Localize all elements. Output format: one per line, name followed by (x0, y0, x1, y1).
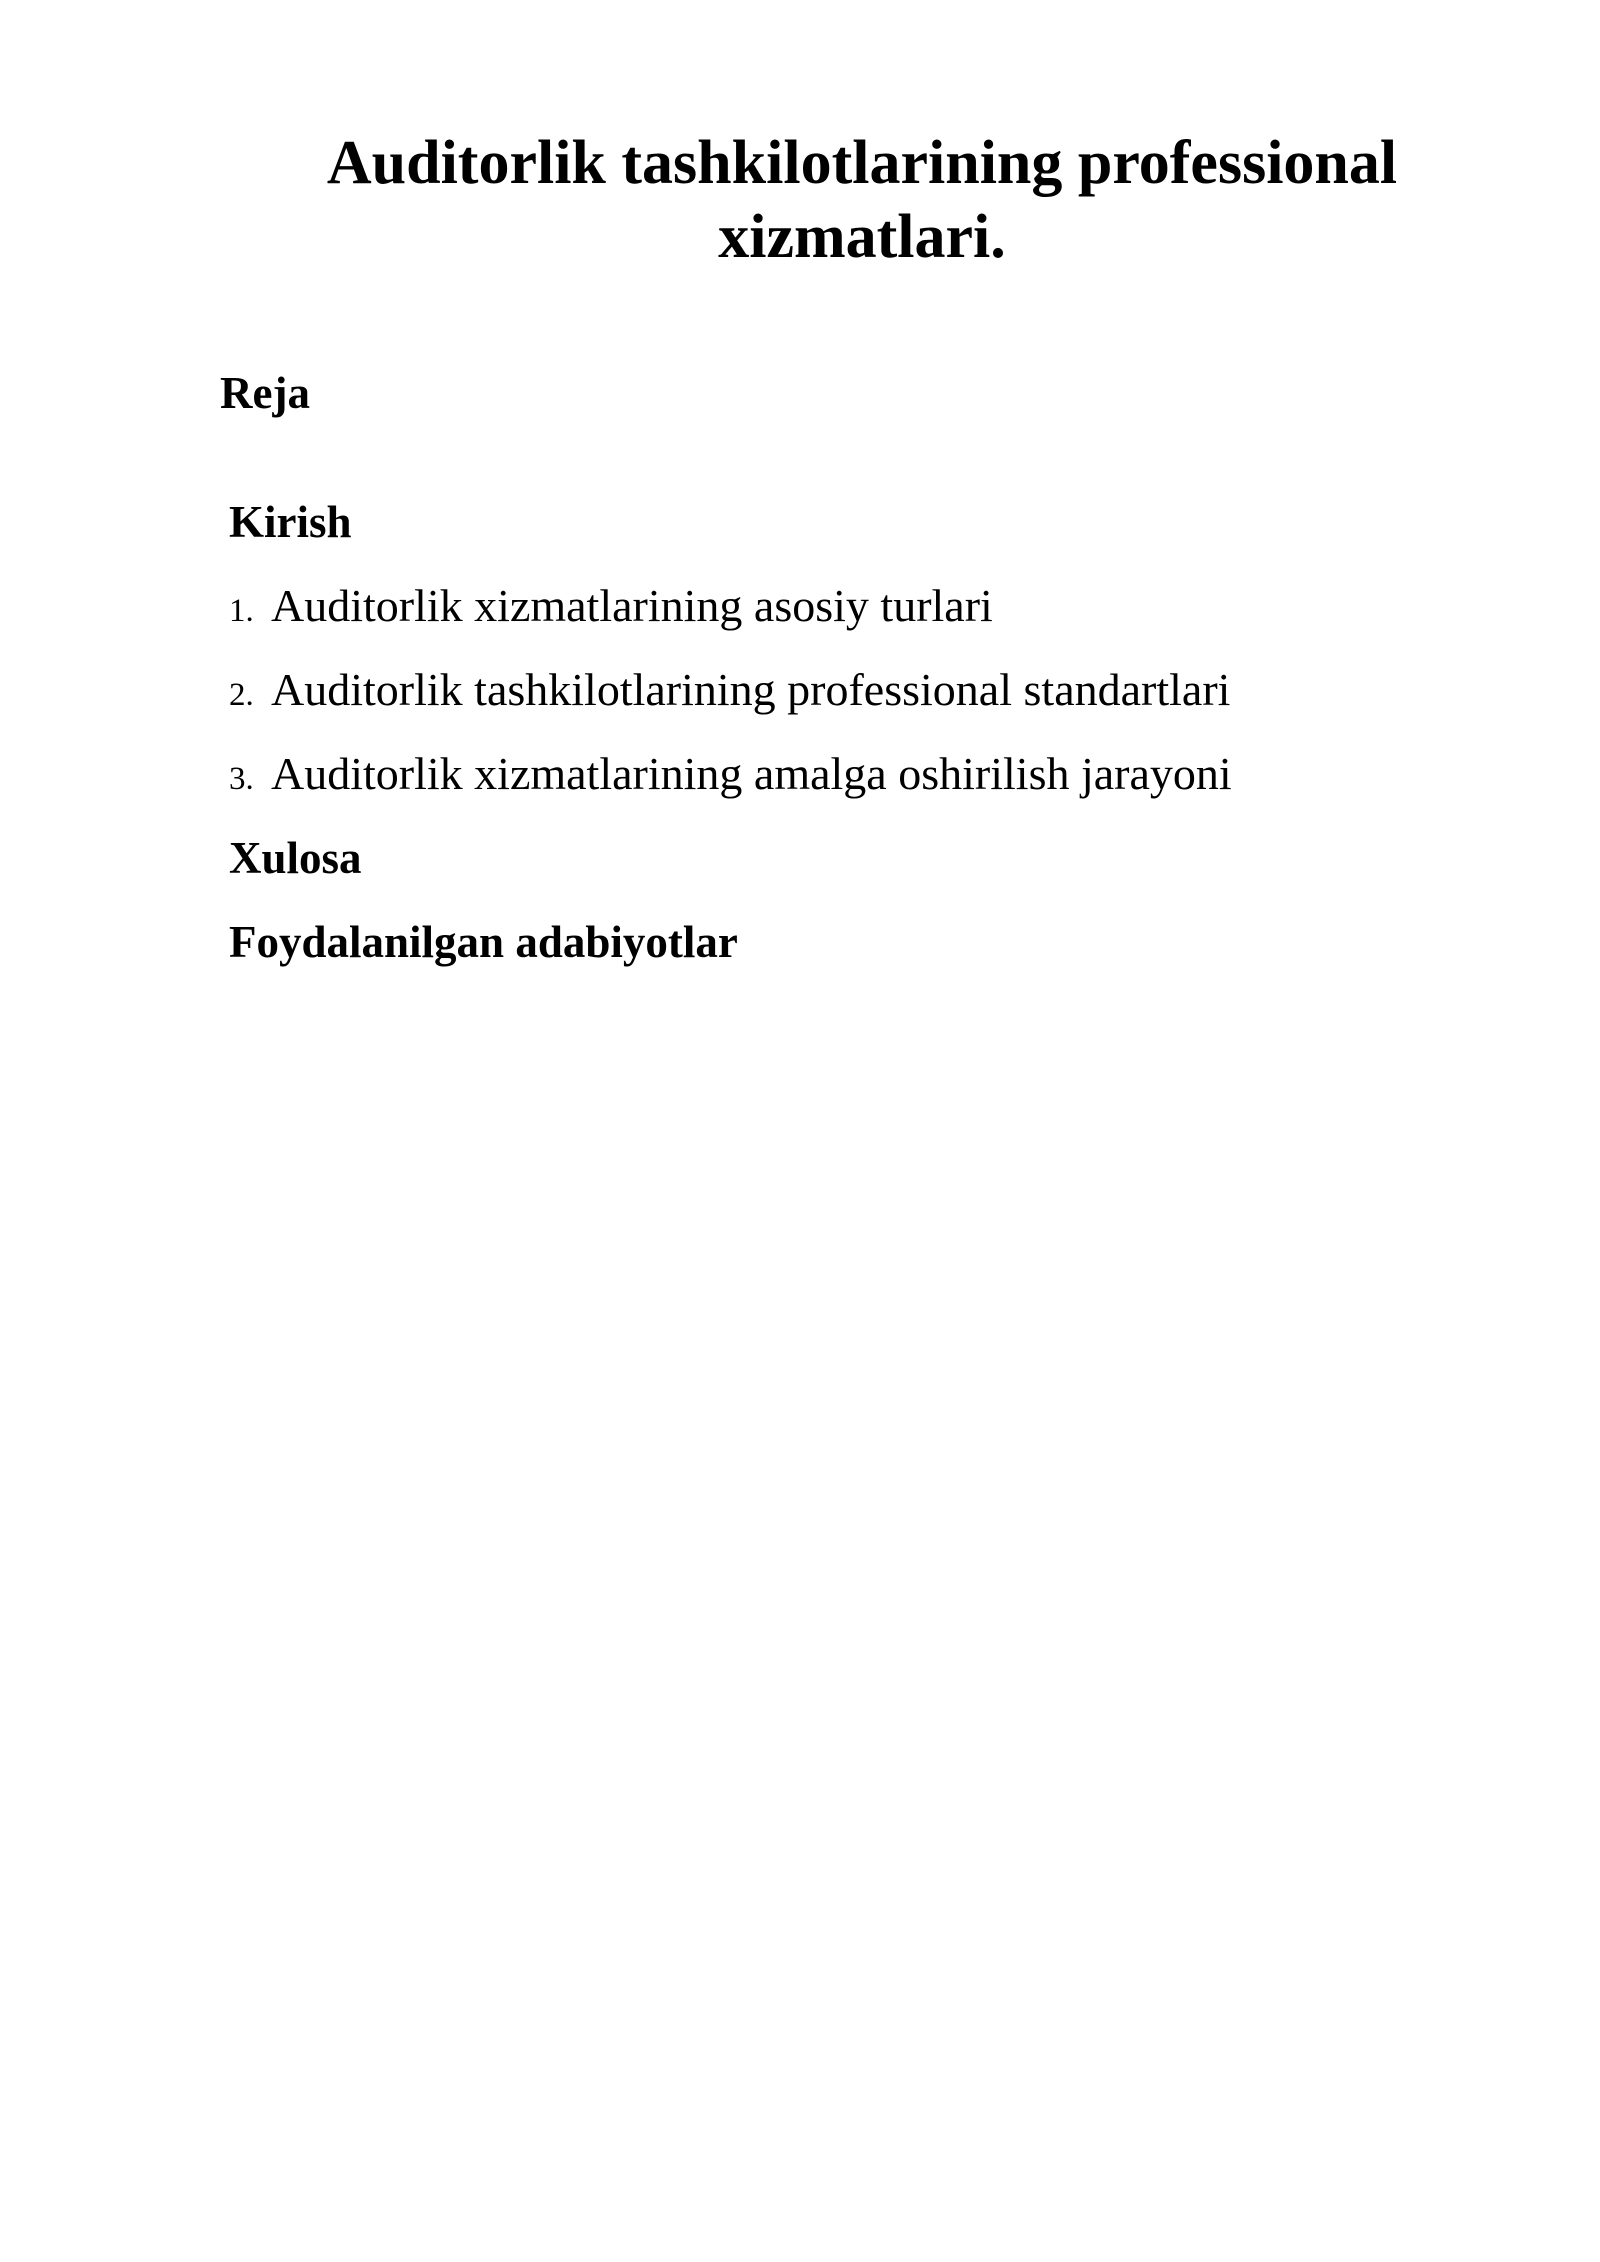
toc-item-2 (229, 660, 1529, 744)
toc-item-number: 3. (229, 761, 254, 797)
document-title: Auditorlik tashkilotlarining professional xizmatlari. (326, 129, 1398, 271)
plan-heading: Reja (220, 368, 310, 418)
table-of-contents (229, 492, 1529, 996)
toc-item-3 (229, 744, 1529, 828)
toc-intro: Kirish (229, 497, 352, 547)
toc-item-1 (229, 576, 1529, 660)
toc-item-text: Auditorlik xizmatlarining amalga oshirilish jarayoni (271, 748, 1232, 799)
toc-item-number: 1. (229, 593, 254, 629)
toc-item-number: 2. (229, 677, 254, 713)
toc-item-text: Auditorlik tashkilotlarining professional standartlari (271, 664, 1231, 715)
toc-references: Foydalanilgan adabiyotlar (229, 917, 738, 967)
toc-item-text: Auditorlik xizmatlarining asosiy turlari (271, 580, 993, 631)
toc-conclusion: Xulosa (229, 833, 362, 883)
